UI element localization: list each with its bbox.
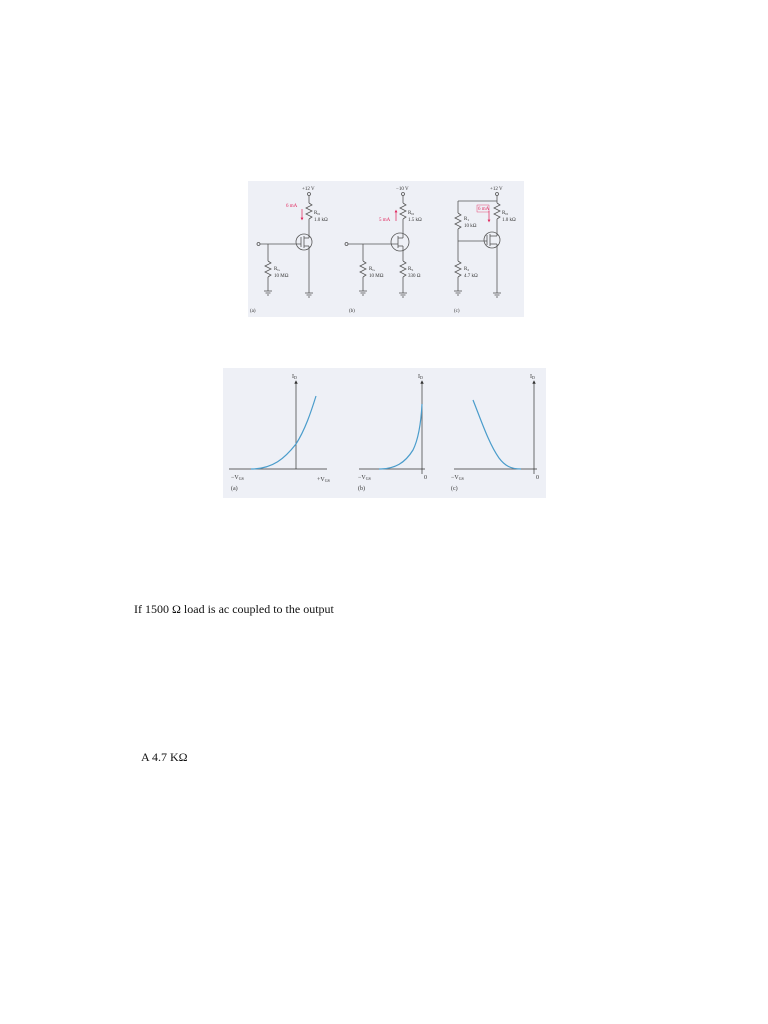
xlabel-left-a: −VGS bbox=[231, 475, 244, 481]
resistor-rg-a bbox=[265, 261, 271, 277]
ground-b2 bbox=[399, 293, 407, 297]
rs-name-b: $R_S$ bbox=[408, 267, 414, 272]
circuit-a bbox=[257, 193, 313, 298]
xlabel-left-c: −VGS bbox=[451, 475, 464, 481]
input-terminal-a bbox=[257, 243, 260, 246]
answer-text: A 4.7 KΩ bbox=[141, 750, 188, 764]
r2-name-c: $R_2$ bbox=[464, 267, 470, 272]
rg-name-b: $R_G$ bbox=[369, 267, 375, 272]
ground-b1 bbox=[359, 291, 367, 295]
current-label-a: 6 mA bbox=[286, 204, 298, 209]
transfer-curve-c bbox=[473, 400, 521, 469]
caption-circuit-a: (a) bbox=[250, 309, 256, 314]
supply-label-a: +12 V bbox=[302, 187, 315, 192]
ground-a2 bbox=[305, 293, 313, 297]
supply-label-c: +12 V bbox=[490, 187, 503, 192]
resistor-rd-a bbox=[306, 203, 312, 219]
input-terminal-b bbox=[345, 243, 348, 246]
caption-circuit-b: (b) bbox=[349, 309, 355, 314]
ylabel-a: ID bbox=[292, 374, 297, 380]
supply-terminal-a bbox=[308, 193, 311, 196]
xlabel-right-a: +VGS bbox=[317, 477, 330, 483]
transfer-curve-b bbox=[379, 404, 422, 469]
rg-value-b: 10 MΩ bbox=[369, 274, 384, 279]
resistor-r2-c bbox=[455, 261, 461, 277]
curve-panel-b bbox=[358, 374, 427, 492]
ylabel-c: ID bbox=[530, 374, 535, 380]
mosfet-c bbox=[484, 232, 500, 248]
caption-circuit-c: (c) bbox=[454, 309, 460, 314]
rg-value-a: 10 MΩ bbox=[274, 274, 289, 279]
rd-name-c: $R_D$ bbox=[502, 211, 508, 216]
transfer-curve-a bbox=[251, 396, 316, 469]
circuit-diagrams bbox=[248, 181, 524, 317]
supply-terminal-b bbox=[402, 193, 405, 196]
transfer-curves-figure bbox=[223, 368, 546, 498]
rd-value-c: 1.0 kΩ bbox=[502, 218, 516, 223]
caption-curve-b: (b) bbox=[358, 486, 365, 492]
ground-c2 bbox=[493, 293, 501, 297]
resistor-r1-c bbox=[455, 213, 461, 229]
rd-name-b: $R_D$ bbox=[408, 211, 414, 216]
jfet-b bbox=[391, 233, 409, 251]
caption-curve-c: (c) bbox=[451, 486, 458, 492]
ground-a1 bbox=[264, 291, 272, 295]
zero-label-c: 0 bbox=[536, 475, 539, 481]
r1-name-c: $R_1$ bbox=[464, 217, 470, 222]
curve-panel-a bbox=[229, 374, 330, 492]
supply-terminal-c bbox=[496, 193, 499, 196]
rd-value-b: 1.5 kΩ bbox=[408, 218, 422, 223]
xlabel-left-b: −VGS bbox=[358, 475, 371, 481]
resistor-rd-c bbox=[494, 203, 500, 219]
r2-value-c: 4.7 kΩ bbox=[464, 274, 478, 279]
supply-label-b: −10 V bbox=[396, 187, 409, 192]
circuit-b bbox=[345, 193, 409, 298]
resistor-rd-b bbox=[400, 203, 406, 219]
rd-value-a: 1.0 kΩ bbox=[314, 218, 328, 223]
current-label-c: 6 mA bbox=[478, 207, 490, 212]
current-label-b: 5 mA bbox=[379, 218, 391, 223]
question-text: If 1500 Ω load is ac coupled to the output bbox=[134, 602, 334, 616]
caption-curve-a: (a) bbox=[231, 486, 238, 492]
r1-value-c: 10 kΩ bbox=[464, 224, 477, 229]
rs-value-b: 330 Ω bbox=[408, 274, 421, 279]
resistor-rg-b bbox=[360, 261, 366, 277]
ground-c1 bbox=[454, 291, 462, 295]
rg-name-a: $R_G$ bbox=[274, 267, 280, 272]
transfer-curves bbox=[223, 368, 546, 498]
ylabel-b: ID bbox=[418, 374, 423, 380]
zero-label-b: 0 bbox=[424, 475, 427, 481]
resistor-rs-b bbox=[400, 261, 406, 277]
circuit-figure bbox=[248, 181, 524, 317]
curve-panel-c bbox=[451, 374, 539, 492]
rd-name-a: $R_D$ bbox=[314, 211, 320, 216]
